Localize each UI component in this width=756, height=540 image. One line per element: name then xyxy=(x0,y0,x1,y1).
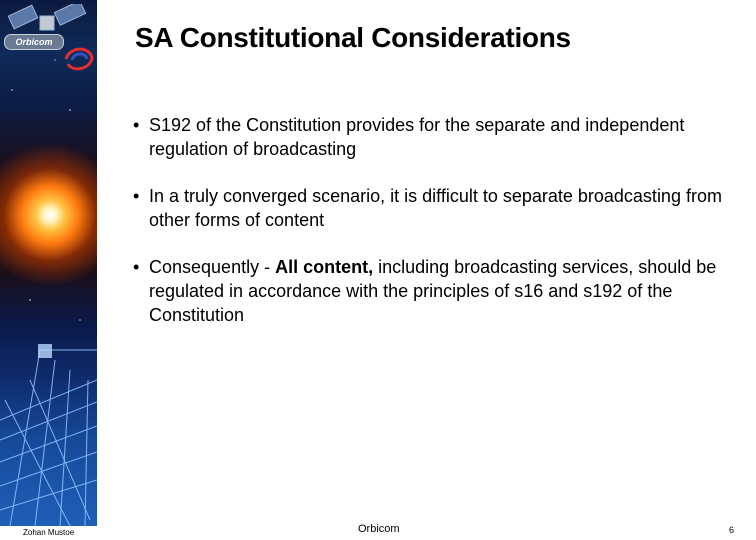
page-number: 6 xyxy=(729,525,735,535)
orbicom-logo: Orbicom xyxy=(4,34,64,50)
bullet-item xyxy=(133,113,733,161)
sun-flare-graphic xyxy=(0,140,97,290)
bullet-text-suffix: including broadcasting services, should be regulated in accordance with the principles of s16 and s192 of the Constitution xyxy=(149,257,717,325)
footer-organization: Orbicom xyxy=(358,523,400,535)
bullet-item xyxy=(133,255,733,327)
side-banner-image xyxy=(0,0,97,526)
bullet-item xyxy=(133,184,733,232)
bullet-marker: • xyxy=(133,257,140,277)
bullet-text: S192 of the Constitution provides for the separate and independent regulation of broadcasting xyxy=(149,115,685,159)
radio-telescope-graphic xyxy=(0,340,97,526)
bullet-marker: • xyxy=(133,186,140,206)
bullet-text-prefix: Consequently - xyxy=(149,257,276,277)
bullet-list xyxy=(133,113,733,350)
bullet-text: In a truly converged scenario, it is difficult to separate broadcasting from other forms of content xyxy=(149,186,722,230)
bullet-text-bold: All content, xyxy=(275,257,374,277)
slide-title: SA Constitutional Considerations xyxy=(135,22,571,53)
footer-author: Zohan Mustoe xyxy=(23,528,75,537)
bullet-marker: • xyxy=(133,115,140,135)
orbicom-swirl-icon xyxy=(62,44,96,74)
